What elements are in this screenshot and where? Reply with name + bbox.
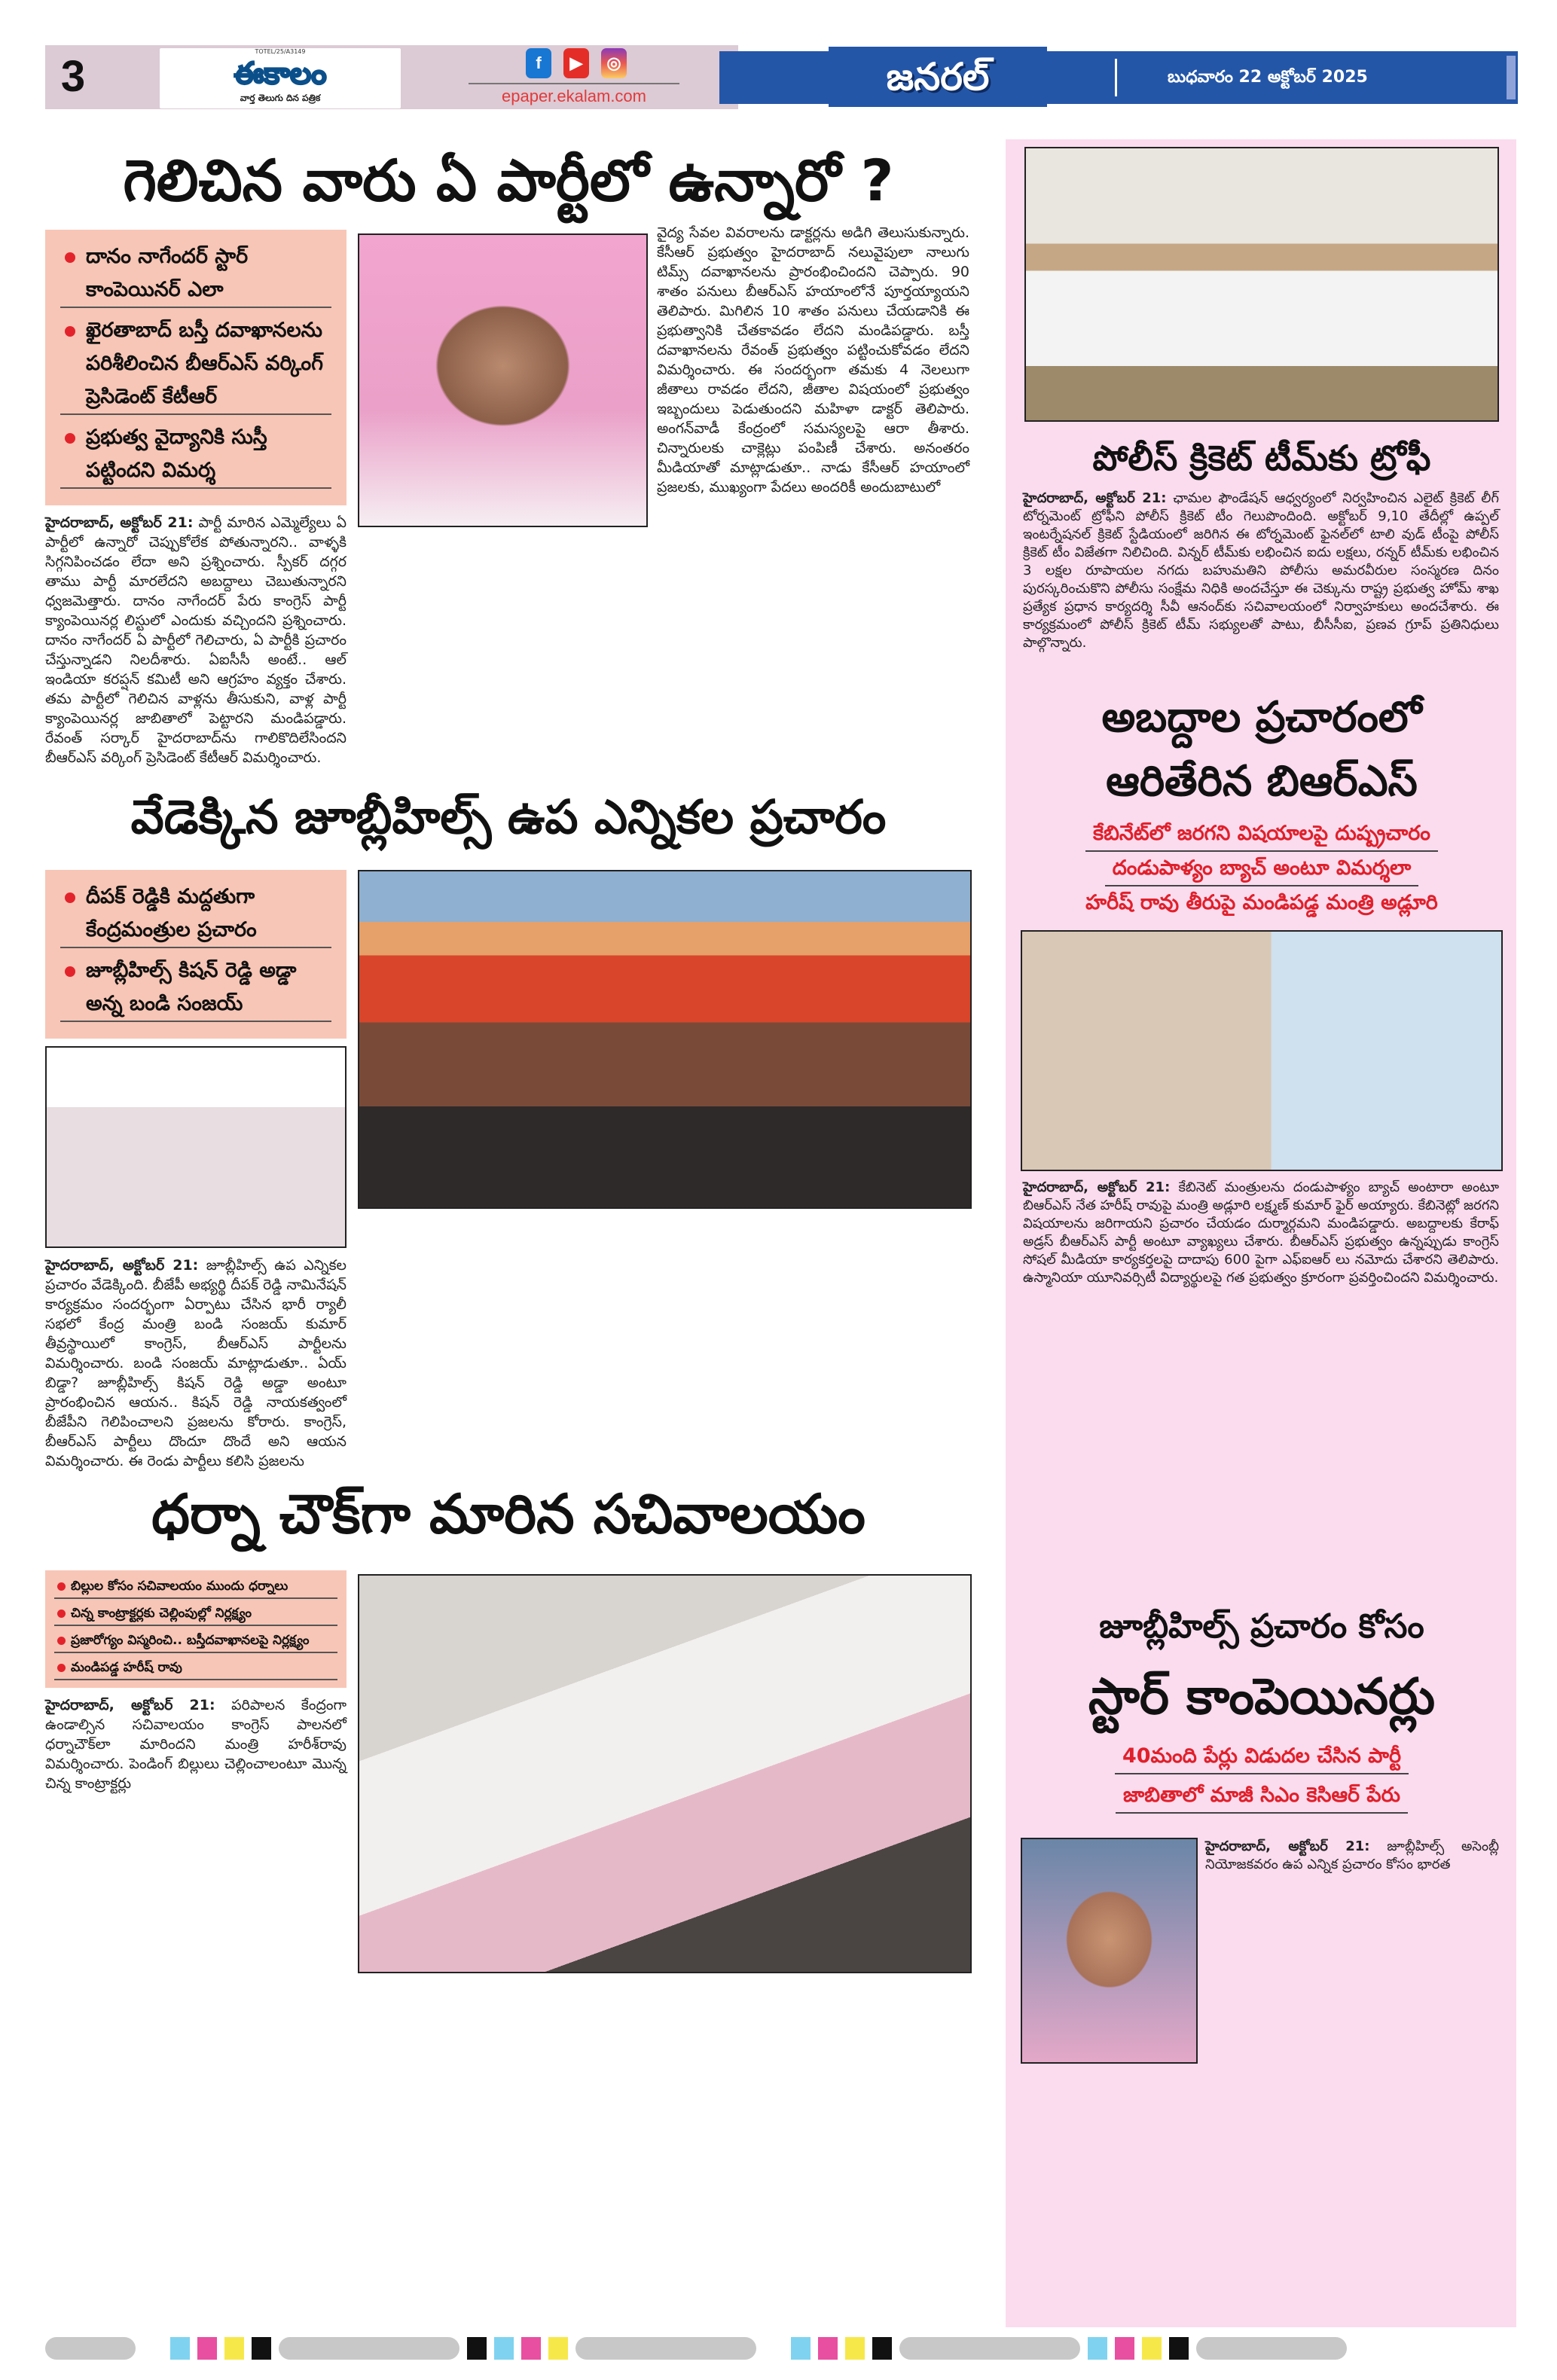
right3-headline-line2: స్టార్ కాంపెయినర్లు (1088, 1668, 1436, 1726)
story2-small-photo (45, 1046, 347, 1248)
youtube-icon[interactable]: ▶ (563, 48, 589, 78)
dateline: హైదరాబాద్, అక్టోబర్ 21: (1205, 1838, 1370, 1854)
highlight: ఖైరతాబాద్ బస్తీ దవాఖానలను పరిశీలించిన బీఆర్ఎస్ వర్కింగ్ ప్రెసిడెంట్ కేటీఆర్ (60, 314, 331, 415)
newspaper-logo (160, 48, 401, 108)
right2-subheads (1013, 817, 1510, 926)
story3-photo (358, 1574, 972, 1973)
print-registration-bar (45, 2335, 1514, 2362)
story1-body-col3: వైద్య సేవల వివరాలను డాక్టర్లను అడిగి తెలుసుకున్నారు. కేసీఆర్ ప్రభుత్వం హైదరాబాద్ నలువైపులా నాలుగు టిమ్స్ దవాఖానలను ప్రారంభించిందని చెప్పారు. 90 శాతం పనులు బీఆర్ఎస్ హయాంలోనే పూర్తయ్యాయని తెలిపారు. మిగిలిన 10 శాతం పనులు చేయడానికి ఈ ప్రభుత్వానికి చేతకావడం లేదని మండిపడ్డారు. బస్తీ దవాఖానలను రేవంత్ ప్రభుత్వం పట్టించుకోవడం లేదని విమర్శించారు. ఈ సందర్భంగా తమకు 4 నెలలుగా జీతాలు రావడం లేదని, జీతాల విషయంలో ప్రభుత్వం ఇబ్బందులు పెడుతుందని మహిళా డాక్టర్ తెలిపారు. అంగన్‌వాడీ కేంద్రంలో సమస్యలపై ఆరా తీశారు. చిన్నారులకు చాక్లెట్లు పంపిణీ చేశారు. అనంతరం మీడియాతో మాట్లాడుతూ.. నాడు కేసీఆర్ హయాంలో ప్రజలకు, ముఖ్యంగా పేదలు అందరికీ అందుబాటులో (657, 224, 969, 496)
highlight: ప్రజారోగ్యం విస్మరించి.. బస్తీదవాఖానలపై నిర్లక్ష్యం (54, 1629, 337, 1653)
social-links (490, 48, 663, 78)
subhead: 40మంది పేర్లు విడుదల చేసిన పార్టీ (1115, 1740, 1409, 1774)
dateline: హైదరాబాద్, అక్టోబర్ 21: (45, 514, 194, 531)
story2-body (45, 1256, 347, 1469)
story1-left-column (45, 230, 347, 766)
dateline: హైదరాబాద్, అక్టోబర్ 21: (45, 1256, 199, 1274)
dateline: హైదరాబాద్, అక్టోబర్ 21: (1023, 1179, 1171, 1195)
website-link[interactable]: epaper.ekalam.com (469, 83, 679, 107)
divider (1115, 59, 1117, 96)
right2-headline-line2: ఆరితేరిన బిఆర్ఎస్ (1106, 757, 1418, 806)
article-text: ఛామల ఫౌండేషన్ ఆధ్వర్యంలో నిర్వహించిన ఎలైట్ క్రికెట్ లీగ్ టోర్నమెంట్ ట్రోఫీని పోలీస్ క్రికెట్ టీం గెలుపొందింది. అక్టోబర్ 9,10 తేదీల్లో ఉప్పల్ ఇంటర్నేషనల్ క్రికెట్ స్టేడియంలో జరిగిన ఈ టోర్నమెంట్ ఫైనల్‌లో టాలి వుడ్ టీంపై పోలీస్ క్రికెట్ టీం విజేతగా నిలిచింది. విన్నర్ టీమ్‌కు లభించిన ఐదు లక్షలు, రన్నర్ టీమ్‌కు లభించిన 3 లక్షల రూపాయల నగదు బహుమతిని పోలీసు అమరవీరుల సంస్మరణ దినం పురస్కరించుకొని పోలీసు సంక్షేమ నిధికి అందచేస్తూ ఈ చెక్కును రాష్ట్ర ప్రభుత్వ హోమ్ శాఖ ప్రత్యేక ప్రధాన కార్యదర్శి సీవీ ఆనంద్‌కు సచివాలయంలో నిర్వాహకులు అందచేశారు. ఈ కార్యక్రమంలో పోలీస్ క్రికెట్ టీమ్ సభ్యులతో పాటు, బీసీసీఐ, ప్రణవ గ్రూప్ ప్రతినిధులు పాల్గొన్నారు. (1023, 490, 1499, 651)
story3-body (45, 1695, 347, 2327)
right1-headline: పోలీస్ క్రికెట్ టీమ్‌కు ట్రోఫీ (1092, 438, 1431, 478)
highlight: మండిపడ్డ హరీష్ రావు (54, 1656, 337, 1680)
story1-body-col1 (45, 513, 347, 766)
issue-date: బుధవారం 22 అక్టోబర్ 2025 (1168, 68, 1368, 87)
highlight: చిన్న కాంట్రాక్టర్లకు చెల్లింపుల్లో నిర్లక్ష్యం (54, 1602, 337, 1626)
subhead: కేబినేట్‌లో జరగని విషయాలపై దుష్ప్రచారం (1085, 817, 1438, 852)
article-text: పార్టీ మారిన ఎమ్మెల్యేలు ఏ పార్టీలో ఉన్నారో చెప్పుకోలేక పోతున్నారని.. వాళ్ళకి సిగ్గనిపించడం లేదా అని ప్రశ్నించారు. స్పీకర్ దగ్గర తాము పార్టీ మారలేదని అబద్దాలు చెబుతున్నారని ధ్వజమెత్తారు. దానం నాగేందర్ పేరు కాంగ్రెస్ పార్టీ క్యాంపెయినర్ల లిస్టులో ఎందుకు వచ్చిందని ప్రశ్నించారు. దానం నాగేందర్ ఏ పార్టీలో గెలిచారు, ఏ పార్టీకి ప్రచారం చేస్తున్నాడని నిలదీశారు. ఏఐసీసీ అంటే.. ఆల్ ఇండియా కరప్షన్ కమిటీ అని ఆగ్రహం వ్యక్తం చేశారు. తమ పార్టీలో గెలిచిన వాళ్లను తీసుకుని, వాళ్ల పార్టీ క్యాంపెయినర్ల జాబితాలో పెట్టారని మండిపడ్డారు. రేవంత్ సర్కార్ హైదరాబాద్‌ను గాలికొదిలేసిందని బీఆర్ఎస్ వర్కింగ్ ప్రెసిడెంట్ కేటీఆర్ విమర్శించారు. (45, 514, 347, 766)
story3-headline: ధర్నా చౌక్‌గా మారిన సచివాలయం (151, 1482, 866, 1545)
subhead: జాబితాలో మాజీ సిఎం కెసిఆర్ పేరు (1116, 1779, 1408, 1814)
story2-highlights (45, 870, 347, 1039)
story1-highlights (45, 230, 347, 505)
right3-body (1205, 1838, 1499, 2320)
page-number: 3 (60, 52, 86, 101)
story1-body-col2 (358, 535, 648, 753)
article-text: కేబినెట్ మంత్రులను దండుపాళ్యం బ్యాచ్ అంటారా అంటూ బిఆర్ఎస్ నేత హరీష్ రావుపై మంత్రి అడ్లూరి లక్ష్మణ్ కుమార్ ఫైర్ అయ్యారు. కేబినెట్లో జరగని విషయాలను జరిగాయని ప్రచారం చేయడం దుర్మార్గమని మండిపడ్డారు. అబద్దాలకు కేరాఫ్ అడ్రస్ బీఆర్ఎస్ పార్టీ అంటూ వ్యాఖ్యలు చేశారు. బీఆర్ఎస్ ప్రభుత్వం ఉన్నప్పుడు కాంగ్రెస్ సోషల్ మీడియా కార్యకర్తలపై దాదాపు 600 పైగా ఎఫ్ఐఆర్ లు నమోదు చేశారని తెలిపారు. ఉస్మానియా యూనివర్సిటీ విద్యార్థులపై గత ప్రభుత్వం క్రూరంగా ప్రవర్తించిందని విమర్శించారు. (1023, 1179, 1499, 1286)
story1-photo (358, 233, 648, 527)
story2-left-column (45, 870, 347, 1469)
dateline: హైదరాబాద్, అక్టోబర్ 21: (45, 1697, 215, 1713)
story3-highlights (45, 1570, 347, 1688)
right2-headline-line1: అబద్దాల ప్రచారంలో (1101, 693, 1422, 742)
right1-body (1023, 490, 1499, 670)
story2-headline: వేడెక్కిన జూబ్లీహిల్స్ ఉప ఎన్నికల ప్రచారం (130, 789, 887, 844)
kcr-photo (1021, 1838, 1198, 2064)
story1-headline: గెలిచిన వారు ఏ పార్టీలో ఉన్నారో ? (123, 147, 894, 214)
cricket-trophy-photo (1024, 147, 1499, 422)
highlight: ప్రభుత్వ వైద్యానికి సుస్తీ పట్టిందని విమర్శ (60, 421, 331, 489)
article-text: జూబ్లీహిల్స్ అసెంబ్లీ నియోజకవరం ఉప ఎన్నిక ప్రచారం కోసం భారత (1205, 1838, 1499, 1872)
highlight: జూబ్లీహిల్స్ కిషన్ రెడ్డి అడ్డా అన్న బండి సంజయ్ (60, 954, 331, 1022)
logo-registration: TOTEL/25/A3149 (255, 48, 306, 55)
ministers-photo (1021, 930, 1503, 1171)
dateline: హైదరాబాద్, అక్టోబర్ 21: (1023, 490, 1167, 506)
story2-rally-photo (358, 870, 972, 1209)
subhead: దండుపాళ్యం బ్యాచ్ అంటూ విమర్శలా (1105, 852, 1419, 886)
article-text: జూబ్లీహిల్స్ ఉప ఎన్నికల ప్రచారం వేడెక్కింది. బీజేపీ అభ్యర్థి దీపక్ రెడ్డి నామినేషన్ కార్యక్రమం సందర్భంగా ఏర్పాటు చేసిన భారీ ర్యాలీ సభలో కేంద్ర మంత్రి బండి సంజయ్ కుమార్ తీవ్రస్థాయిలో కాంగ్రెస్, బీఆర్ఎస్ పార్టీలను విమర్శించారు. బండి సంజయ్ మాట్లాడుతూ.. ఏయ్ బిడ్డా? జూబ్లీహిల్స్ కిషన్ రెడ్డి అడ్డా అంటూ ప్రారంభించిన ఆయన.. కిషన్ రెడ్డి నాయకత్వంలో బీజేపీని గెలిపించాలని ప్రజలను కోరారు. కాంగ్రెస్, బీఆర్ఎస్ పార్టీలు దొందూ దొందే అని ఆయన విమర్శించారు. ఈ రెండు పార్టీలు కలిసి ప్రజలను (45, 1256, 347, 1469)
band-end-mark (1507, 56, 1516, 99)
facebook-icon[interactable]: f (526, 48, 551, 78)
article-text: పరిపాలన కేంద్రంగా ఉండాల్సిన సచివాలయం కాంగ్రెస్ పాలనలో ధర్నాచౌక్‌లా మారిందని మంత్రి హరీశ్‌రావు విమర్శించారు. పెండింగ్ బిల్లులు చెల్లించాలంటూ మొన్న చిన్న కాంట్రాక్టర్లు (45, 1697, 347, 1792)
highlight: బిల్లుల కోసం సచివాలయం ముందు ధర్నాలు (54, 1575, 337, 1599)
highlight: దీపక్ రెడ్డికి మద్దతుగా కేంద్రమంత్రుల ప్రచారం (60, 880, 331, 948)
instagram-icon[interactable]: ◎ (601, 48, 627, 78)
logo-tagline: వార్త తెలుగు దిన పత్రిక (240, 93, 321, 103)
highlight: దానం నాగేందర్ స్టార్ కాంపెయినర్ ఎలా (60, 240, 331, 308)
story3-left-column (45, 1570, 347, 2327)
right3-headline-line1: జూబ్లీహిల్స్ ప్రచారం కోసం (1099, 1607, 1424, 1646)
right3-subheads (1013, 1740, 1510, 1834)
subhead: హరీష్ రావు తీరుపై మండిపడ్డ మంత్రి అడ్లూరి (1085, 891, 1438, 914)
right2-body (1023, 1179, 1499, 1540)
logo-name: ఈకాలం (234, 56, 327, 91)
section-title: జనరల్ (829, 47, 1047, 107)
